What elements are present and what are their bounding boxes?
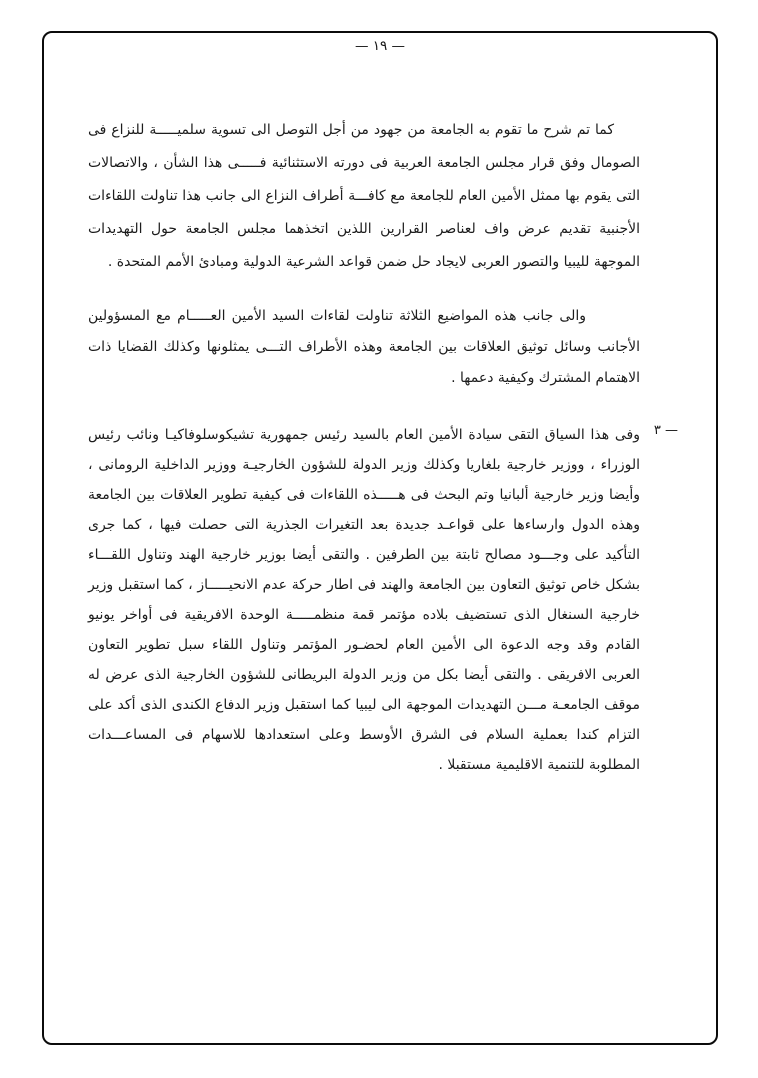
paragraph-3-container (88, 420, 678, 780)
page-number: — ١٩ — (354, 38, 406, 54)
paragraph-3-item-marker: ٣ — (653, 423, 678, 438)
paragraph-2: والى جانب هذه المواضيع الثلاثة تناولت لقاءات السيد الأمين العـــــام مع المسؤولين الأجانب وسائل توثيق العلاقات بين الجامعة وهذه الأطراف التـــى يمثلونها وكذلك القضايا ذات الاهتمام المشترك وكيفية دعمها . (88, 308, 640, 386)
paragraph-1: كما تم شرح ما تقوم به الجامعة من جهود من أجل التوصل الى تسوية سلميـــــة للنزاع فى الصومال وفق قرار مجلس الجامعة العربية فى دورته الاستثنائية فـــــى هذا الشأن ، والاتصالات التى يقوم بها ممثل الأمين العام للجامعة مع كافـــة أطراف النزاع الى جانب هذا تناولت اللقاءات الأجنبية تقديم عرض واف لعناصر القرارين اللذين اتخذهما مجلس الجامعة حول التهديدات الموجهة لليبيا والتصور العربى لايجاد حل ضمن قواعد الشرعية الدولية ومبادئ الأمم المتحدة . (88, 122, 640, 270)
document-body (88, 114, 678, 780)
paragraph-3: وفى هذا السياق التقى سيادة الأمين العام بالسيد رئيس جمهورية تشيكوسلوفاكيـا ونائب رئيس الوزراء ، ووزير خارجية بلغاريا وكذلك وزير الدولة للشؤون الخارجيـة ووزير الداخلية الرومانى ، وأيضا وزير خارجية ألبانيا وتم البحث فى هـــــذه اللقاءات فى كيفية تطوير العلاقات بين الجامعة وهذه الدول وارساءها على قواعـد جديدة بعد التغيرات الجذرية التى حصلت فيها ، كما جرى التأكيد على وجـــود مصالح ثابتة بين الطرفين . والتقى أيضا بوزير خارجية الهند وتناول اللقـــاء بشكل خاص توثيق التعاون بين الجامعة والهند فى اطار حركة عدم الانحيـــــاز ، كما استقبل وزير خارجية السنغال الذى تستضيف بلاده مؤتمر قمة منظمـــــة الوحدة الافريقية فى أواخر يونيو القادم وقد وجه الدعوة الى الأمين العام لحضـور المؤتمر وتناول اللقاء سبل تطوير التعاون العربى الافريقى . والتقى أيضا بكل من وزير الدولة البريطانى للشؤون الخارجية الذى عرض له موقف الجامعـة مـــن التهديدات الموجهة الى ليبيا كما استقبل وزير الدفاع الكندى الذى أكد على التزام كندا بعملية السلام فى الشرق الأوسط وعلى استعدادها للاسهام فى المساعـــدات المطلوبة للتنمية الاقليمية مستقبلا . (88, 427, 640, 773)
